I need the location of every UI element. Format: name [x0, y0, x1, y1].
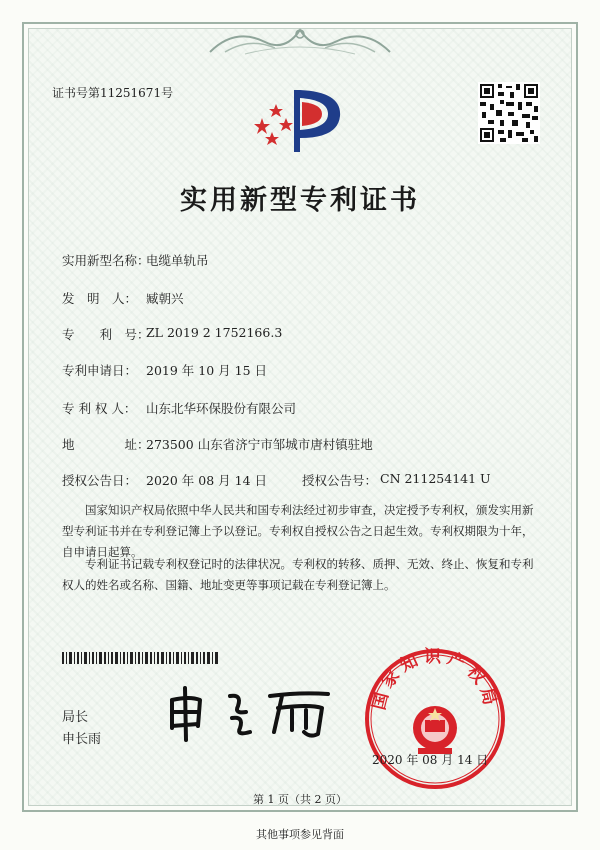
official-seal-icon	[362, 646, 508, 792]
field-value-publication-number: CN 211254141 U	[380, 471, 491, 486]
svg-text:国家知识产权局	[369, 647, 500, 712]
field-value-patentee: 山东北华环保股份有限公司	[146, 401, 297, 416]
field-label-address: 地 址：	[62, 437, 150, 452]
top-ornament-icon	[205, 22, 395, 58]
field-value-grant-date: 2020 年 08 月 14 日	[146, 473, 267, 488]
field-label-publication-number: 授权公告号：	[302, 473, 378, 488]
field-value-patent-number: ZL 2019 2 1752166.3	[146, 325, 283, 340]
field-label-patent-number: 专 利 号：	[62, 327, 150, 342]
seal-text: 国家知识产权局	[369, 647, 501, 712]
grant-statement-paragraph: 国家知识产权局依照中华人民共和国专利法经过初步审查，决定授予专利权，颁发实用新型专利证书并在专利登记簿上予以登记。专利权自授权公告之日起生效。专利权期限为十年，自申请日起算。	[62, 503, 534, 559]
field-value-inventor: 臧朝兴	[146, 291, 184, 306]
page-number: 第 1 页（共 2 页）	[253, 793, 347, 806]
certificate-number: 证书号第11251671号	[52, 86, 174, 100]
qr-code-icon	[478, 82, 540, 144]
back-side-note: 其他事项参见背面	[256, 828, 344, 841]
field-label-patentee: 专 利 权 人：	[62, 401, 137, 416]
certificate-title: 实用新型专利证书	[180, 185, 420, 216]
field-label-application-date: 专利申请日：	[62, 363, 138, 378]
field-label-utility-model-name: 实用新型名称：	[62, 253, 150, 268]
cnipa-logo-icon	[250, 80, 350, 160]
field-label-grant-date: 授权公告日：	[62, 473, 138, 488]
field-value-utility-model-name: 电缆单轨吊	[146, 253, 209, 268]
seal-date: 2020 年 08 月 14 日	[372, 753, 489, 767]
barcode-icon	[62, 652, 218, 664]
legal-status-paragraph: 专利证书记载专利权登记时的法律状况。专利权的转移、质押、无效、终止、恢复和专利权人的姓名或名称、国籍、地址变更等事项记载在专利登记簿上。	[62, 557, 534, 592]
signatory-name: 申长雨	[62, 732, 102, 747]
field-value-address: 273500 山东省济宁市邹城市唐村镇驻地	[146, 437, 373, 452]
field-value-application-date: 2019 年 10 月 15 日	[146, 363, 267, 378]
signatory-title: 局长	[62, 710, 89, 725]
field-label-inventor: 发 明 人：	[62, 291, 138, 306]
handwritten-signature-icon	[160, 682, 350, 742]
